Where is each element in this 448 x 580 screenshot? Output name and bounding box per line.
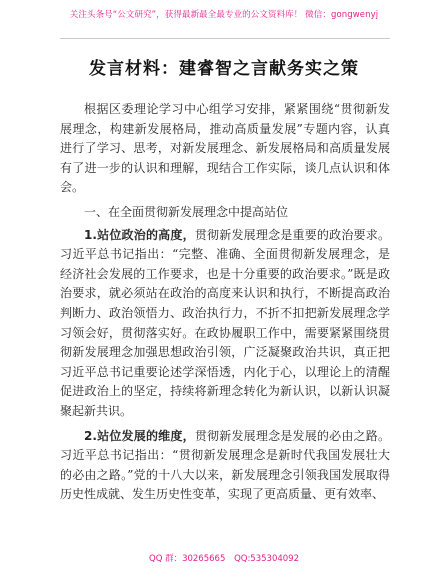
point-text: 贯彻新发展理念是发展的必由之路。习近平总书记指出：“贯彻新发展理念是新时代我国发展壮大的必由之路。”党的十八大以来，新发展理念引领我国发展取得历史性成就、发生历史性变革，实现了更高质量、更有效率、 xyxy=(60,428,390,502)
document-body xyxy=(60,100,390,505)
footer-note xyxy=(0,552,448,564)
intro-paragraph: 根据区委理论学习中心组学习安排，紧紧围绕“贯彻新发展理念，构建新发展格局，推动高质量发展”专题内容，认真进行了学习、思考，对新发展理念、新发展格局和高质量发展有了进一步的认识和理解，现结合工作实际，谈几点认识和体会。 xyxy=(60,102,390,195)
point-paragraph xyxy=(60,226,390,422)
point-text: 贯彻新发展理念是重要的政治要求。习近平总书记指出：“完整、准确、全面贯彻新发展理念，是经济社会发展的工作要求，也是十分重要的政治要求。”既是政治要求，就必须站在政治的高度来认识和执行，不断提高政治判断力、政治领悟力、政治执行力，不折不扣把新发展理念学习领会好，贯彻落实好。在政协履职工作中，需要紧紧围绕贯彻新发展理念加强思想政治引领，广泛凝聚政治共识，真正把习近平总书记重要论述学深悟透，内化于心，以理论上的清醒促进政治上的坚定，持续将新理念转化为新认识，以新认识凝聚起新共识。 xyxy=(60,227,390,418)
section-heading: 一、在全面贯彻新发展理念中提高站位 xyxy=(84,204,289,219)
qq-text: QQ:535304092 xyxy=(234,554,299,564)
point-lead: 1.站位政治的高度， xyxy=(84,227,195,242)
qq-group-text: QQ 群：30265665 xyxy=(149,554,226,564)
header-note: 关注头条号“公文研究”，获得最新最全最专业的公文资料库！ 微信：gongwenyj xyxy=(69,10,379,20)
point-paragraph xyxy=(60,427,390,505)
header-divider xyxy=(60,38,390,39)
document-title: 发言材料：建睿智之言献务实之策 xyxy=(89,59,359,79)
point-lead: 2.站位发展的维度， xyxy=(84,428,195,443)
